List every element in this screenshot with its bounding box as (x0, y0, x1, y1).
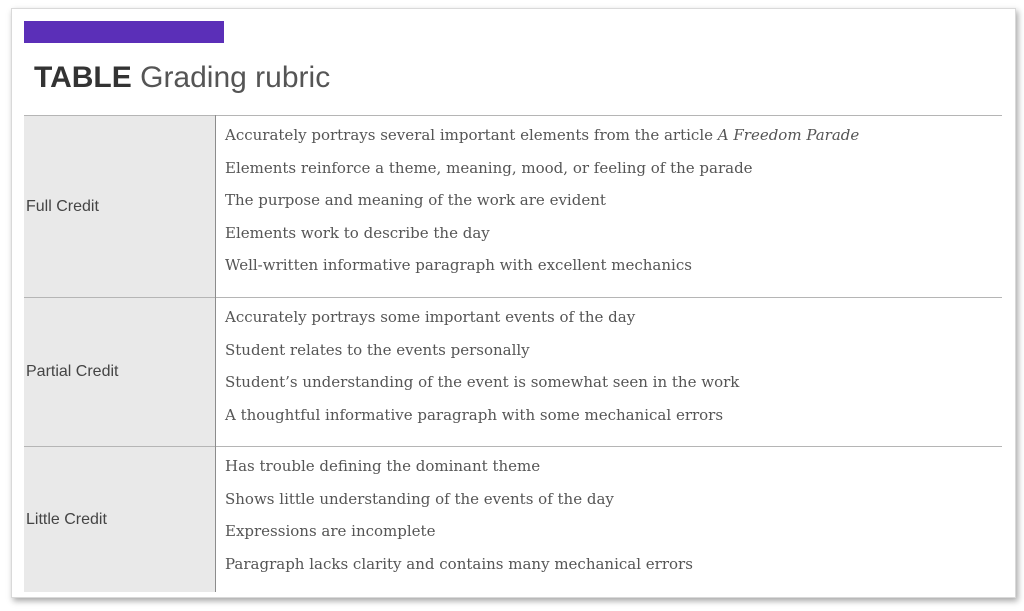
criterion: Accurately portrays some important events of the day (225, 308, 636, 326)
criteria-list (216, 298, 1002, 443)
criteria-list (216, 116, 1002, 294)
criterion-text: Accurately portrays several important elements from the article (225, 126, 718, 144)
table-row (24, 447, 1002, 593)
criterion: The purpose and meaning of the work are evident (225, 191, 606, 210)
table-row (24, 298, 1002, 447)
table-caption: Grading rubric (140, 61, 331, 94)
rubric-card (11, 8, 1016, 598)
article-title: A Freedom Parade (717, 126, 860, 144)
criterion: Elements reinforce a theme, meaning, mood, or feeling of the parade (225, 158, 753, 177)
criterion: Student’s understanding of the event is somewhat seen in the work (225, 373, 740, 392)
criterion: Has trouble defining the dominant theme (225, 457, 541, 475)
credit-level: Partial Credit (24, 298, 216, 447)
table-title (34, 59, 330, 97)
table-label: TABLE (34, 61, 132, 94)
criterion: Expressions are incomplete (225, 522, 436, 541)
criterion: Student relates to the events personally (225, 340, 530, 359)
grading-rubric-table (24, 115, 1002, 592)
criteria-list (216, 447, 1002, 592)
criterion: Elements work to describe the day (225, 223, 490, 242)
criteria-cell (216, 447, 1003, 593)
criterion: Well-written informative paragraph with excellent mechanics (225, 256, 692, 275)
table-row (24, 116, 1002, 298)
credit-level: Little Credit (24, 447, 216, 593)
criterion: A thoughtful informative paragraph with some mechanical errors (225, 405, 724, 424)
criterion: Paragraph lacks clarity and contains many mechanical errors (225, 554, 693, 573)
accent-bar (24, 21, 224, 43)
credit-level: Full Credit (24, 116, 216, 298)
criteria-cell (216, 298, 1003, 447)
criterion (225, 119, 1002, 152)
criteria-cell (216, 116, 1003, 298)
criterion: Shows little understanding of the events of the day (225, 489, 614, 508)
